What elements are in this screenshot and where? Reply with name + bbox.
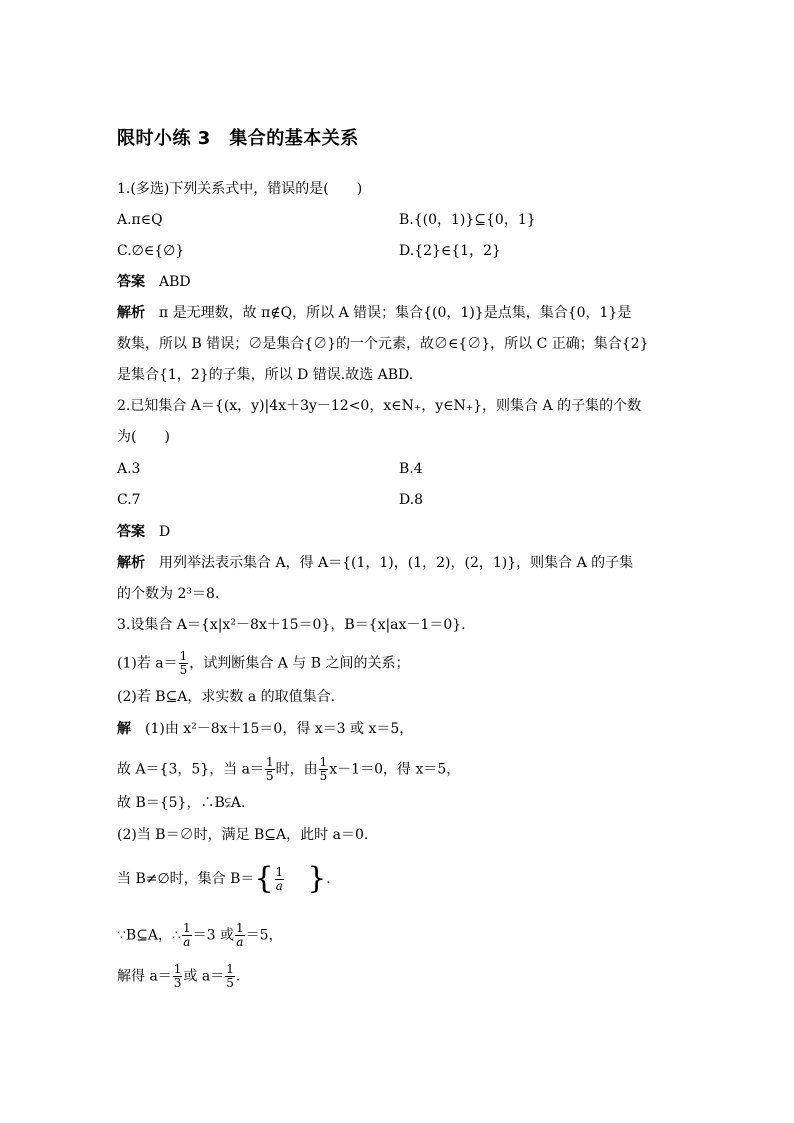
solution-text: (1)由 x²－8x＋15＝0，得 x＝3 或 x＝5， bbox=[145, 721, 414, 737]
denominator: 5 bbox=[226, 976, 234, 990]
q3-part-1-text: (1)若 a＝ bbox=[117, 655, 178, 672]
q3-solution-line-2 bbox=[117, 756, 460, 783]
analysis-label: 解析 bbox=[117, 305, 145, 321]
numerator: 1 bbox=[235, 921, 244, 935]
fraction-one-over-a bbox=[235, 922, 245, 949]
q3-solution-line-4: (2)当 B＝∅时，满足 B⊆A，此时 a＝0. bbox=[117, 827, 369, 843]
left-brace: { bbox=[254, 861, 274, 896]
analysis-text: π 是无理数，故 π∉Q，所以 A 错误；集合{(0，1)}是点集，集合{0，1}是 bbox=[159, 305, 632, 321]
solution-text: 当 B≠∅时，集合 B＝ bbox=[117, 871, 255, 887]
solution-text: 故 A＝{3，5}，当 a＝ bbox=[117, 761, 264, 778]
denominator: 5 bbox=[179, 663, 188, 677]
answer-value: ABD bbox=[159, 274, 191, 290]
solution-text: . bbox=[326, 871, 331, 887]
fraction-one-third bbox=[173, 963, 183, 990]
q2-option-a: A.3 bbox=[117, 461, 141, 477]
denominator: 5 bbox=[319, 769, 328, 783]
fraction-one-fifth bbox=[265, 756, 275, 783]
q2-analysis-line-2: 的个数为 2³＝8. bbox=[117, 586, 220, 602]
answer-label: 答案 bbox=[117, 524, 145, 540]
q3-solution-line-1 bbox=[117, 719, 413, 739]
page-title: 限时小练 3 集合的基本关系 bbox=[117, 128, 359, 149]
fraction-one-fifth bbox=[225, 963, 235, 990]
q1-answer bbox=[117, 272, 191, 292]
answer-label: 答案 bbox=[117, 274, 145, 290]
numerator: 1 bbox=[266, 755, 274, 769]
denominator: 3 bbox=[173, 976, 182, 990]
q1-analysis-line-2: 数集，所以 B 错误；∅是集合{∅}的一个元素，故∅∈{∅}，所以 C 正确；集合{2} bbox=[117, 336, 649, 352]
analysis-text: 用列举法表示集合 A，得 A＝{(1，1)，(1，2)，(2，1)}，则集合 A 的子集 bbox=[159, 555, 634, 571]
q3-part-2: (2)若 B⊆A，求实数 a 的取值集合. bbox=[117, 689, 336, 705]
q2-stem-line-2: 为( ) bbox=[117, 429, 170, 445]
q1-option-a: A.π∈Q bbox=[117, 212, 163, 228]
solution-text: . bbox=[235, 968, 241, 985]
numerator: 1 bbox=[179, 649, 188, 663]
numerator: 1 bbox=[226, 962, 234, 976]
right-brace: } bbox=[307, 861, 327, 896]
denominator: 5 bbox=[266, 769, 274, 783]
q1-analysis-line-1 bbox=[117, 303, 631, 323]
numerator: 1 bbox=[319, 755, 328, 769]
denominator: a bbox=[236, 935, 244, 949]
q3-solution-line-3: 故 B＝{5}，∴B⫋A. bbox=[117, 795, 246, 811]
q2-stem-line-1: 2.已知集合 A＝{(x，y)|4x＋3y－12<0，x∈N₊，y∈N₊}，则集合 A 的子集的个数 bbox=[117, 398, 642, 414]
answer-value: D bbox=[159, 524, 171, 540]
q1-option-c: C.∅∈{∅} bbox=[117, 243, 185, 259]
q2-answer bbox=[117, 522, 170, 542]
q3-solution-line-5 bbox=[117, 861, 331, 896]
fraction-one-fifth bbox=[319, 756, 329, 783]
solution-text: 解得 a＝ bbox=[117, 968, 172, 985]
solution-text: ＝5， bbox=[245, 927, 283, 944]
denominator: a bbox=[275, 878, 283, 893]
q3-solution-line-7 bbox=[117, 963, 240, 990]
numerator: 1 bbox=[275, 864, 284, 879]
solution-text: ∵B⊆A，∴ bbox=[117, 927, 181, 944]
q3-stem: 3.设集合 A＝{x|x²－8x＋15＝0}，B＝{x|ax－1＝0}. bbox=[117, 617, 466, 633]
solution-text: ＝3 或 bbox=[192, 927, 234, 944]
solution-text: 或 a＝ bbox=[183, 968, 225, 985]
q1-option-d: D.{2}∈{1，2} bbox=[399, 243, 501, 259]
q1-analysis-line-3: 是集合{1，2}的子集，所以 D 错误.故选 ABD. bbox=[117, 367, 414, 383]
solution-text: x－1＝0，得 x＝5， bbox=[329, 761, 461, 778]
q3-part-1-text-end: ，试判断集合 A 与 B 之间的关系； bbox=[189, 655, 410, 672]
solution-label: 解 bbox=[117, 721, 131, 737]
q1-option-b: B.{(0，1)}⊆{0，1} bbox=[399, 212, 536, 228]
q1-stem: 1.(多选)下列关系式中，错误的是( ) bbox=[117, 181, 363, 197]
q2-analysis-line-1 bbox=[117, 553, 633, 573]
q2-option-d: D.8 bbox=[399, 492, 424, 508]
q2-option-b: B.4 bbox=[399, 461, 423, 477]
fraction-one-over-a bbox=[275, 866, 285, 893]
fraction-one-fifth bbox=[179, 650, 189, 677]
solution-text: 时，由 bbox=[275, 761, 318, 778]
q3-solution-line-6 bbox=[117, 922, 283, 949]
q2-option-c: C.7 bbox=[117, 492, 141, 508]
q3-part-1 bbox=[117, 650, 409, 677]
numerator: 1 bbox=[182, 921, 191, 935]
denominator: a bbox=[183, 935, 191, 949]
analysis-label: 解析 bbox=[117, 555, 145, 571]
numerator: 1 bbox=[173, 962, 182, 976]
fraction-one-over-a bbox=[182, 922, 192, 949]
